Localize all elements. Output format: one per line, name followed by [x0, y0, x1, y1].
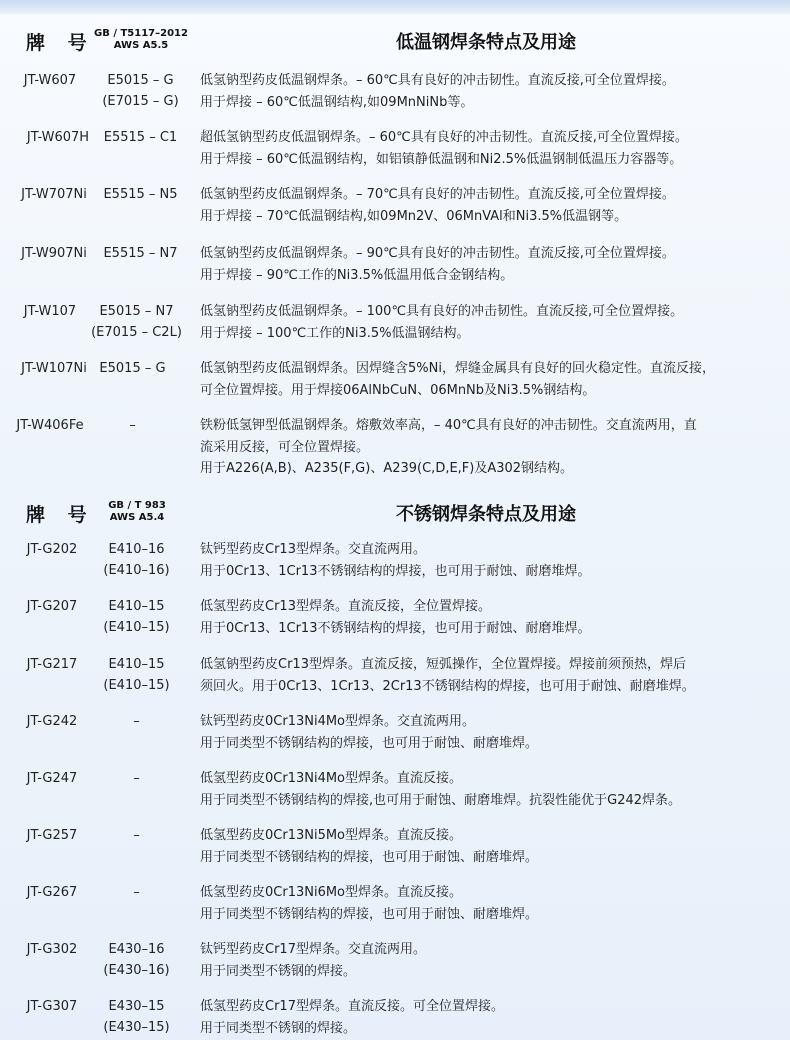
description-line: 可全位置焊接。用于焊接06AlNbCuN、06MnNb及Ni3.5%钢结构。 [200, 382, 596, 398]
description [200, 301, 782, 344]
standard-code: – [133, 828, 140, 843]
standard-code: E410–15 (E410–15) [103, 657, 170, 693]
description-line: 用于同类型不锈钢结构的焊接，也可用于耐蚀、耐磨堆焊。 [200, 735, 539, 751]
standard-code: E410–16 (E410–16) [103, 542, 170, 578]
product-code: JT-W707Ni [21, 187, 87, 202]
description-line: 用于A226(A,B)、A235(F,G)、A239(C,D,E,F)及A302钢结构。 [200, 461, 574, 476]
product-code: JT-G207 [26, 599, 78, 614]
standard-code: E5015 – N7 (E7015 – C2L) [91, 304, 182, 340]
description-line: 低氢型药皮0Cr13Ni5Mo型焊条。直流反接。 [200, 828, 463, 843]
description-line: 超低氢钠型药皮低温钢焊条。– 60℃具有良好的冲击韧性。直流反接,可全位置焊接。 [200, 130, 688, 145]
product-code: JT-W406Fe [16, 418, 84, 433]
standard-code: E5515 – N7 [103, 246, 178, 261]
standard-header [86, 28, 196, 52]
description-line: 用于0Cr13、1Cr13不锈钢结构的焊接，也可用于耐蚀、耐磨堆焊。 [200, 563, 591, 579]
standard-code: E430–15 (E430–15) [103, 999, 170, 1035]
description [200, 711, 782, 754]
description-line: 用于焊接 – 60℃低温钢结构，如铝镇静低温钢和Ni2.5%低温钢制低温压力容器等。 [200, 151, 683, 167]
description [200, 654, 782, 697]
top-band [0, 0, 790, 14]
description-line: 低氢型药皮Cr13型焊条。直流反接，全位置焊接。 [200, 599, 491, 614]
description [200, 882, 782, 925]
description [200, 127, 782, 170]
description [200, 415, 782, 480]
description-line: 低氢型药皮0Cr13Ni4Mo型焊条。直流反接。 [200, 771, 463, 786]
description [200, 539, 782, 582]
description-line: 低氢钠型药皮低温钢焊条。– 70℃具有良好的冲击韧性。直流反接,可全位置焊接。 [200, 187, 675, 202]
standard-header [82, 500, 192, 524]
standard-code: E5515 – C1 [103, 130, 178, 145]
description-line: 钛钙型药皮0Cr13Ni4Mo型焊条。交直流两用。 [200, 714, 476, 729]
standard-code: – [133, 714, 140, 729]
description-line: 低氢钠型药皮低温钢焊条。– 100℃具有良好的冲击韧性。直流反接,可全位置焊接。 [200, 304, 684, 319]
product-code: JT-G217 [26, 657, 78, 672]
standard-code: E410–15 (E410–15) [103, 599, 170, 635]
description-line: 用于同类型不锈钢结构的焊接，也可用于耐蚀、耐磨堆焊。 [200, 849, 539, 865]
description-line: 用于同类型不锈钢的焊接。 [200, 963, 357, 979]
product-code: JT-G257 [26, 828, 78, 843]
standard-header-line1: GB / T 983 [108, 500, 166, 511]
brand-header: 牌 号 [26, 32, 95, 54]
description-line: 钛钙型药皮Cr13型焊条。交直流两用。 [200, 542, 426, 557]
description [200, 70, 782, 113]
section-title: 不锈钢焊条特点及用途 [396, 504, 576, 525]
product-code: JT-W107Ni [21, 361, 87, 376]
product-code: JT-W607 [23, 73, 77, 88]
standard-header-line1: GB / T5117–2012 [94, 28, 188, 39]
description-line: 用于焊接 – 100℃工作的Ni3.5%低温钢结构。 [200, 325, 470, 341]
description [200, 768, 782, 811]
product-code: JT-W107 [23, 304, 77, 319]
description-line: 用于同类型不锈钢结构的焊接,也可用于耐蚀、耐磨堆焊。抗裂性能优于G242焊条。 [200, 792, 682, 808]
product-code: JT-G202 [26, 542, 78, 557]
description-line: 低氢型药皮Cr17型焊条。直流反接。可全位置焊接。 [200, 999, 504, 1014]
standard-code: – [133, 885, 140, 900]
description-line: 用于焊接 – 90℃工作的Ni3.5%低温用低合金钢结构。 [200, 267, 514, 283]
description-line: 铁粉低氢钾型低温钢焊条。熔敷效率高，– 40℃具有良好的冲击韧性。交直流两用，直 [200, 418, 697, 433]
description-line: 低氢型药皮0Cr13Ni6Mo型焊条。直流反接。 [200, 885, 463, 900]
section-title: 低温钢焊条特点及用途 [396, 32, 576, 53]
description-line: 用于同类型不锈钢的焊接。 [200, 1020, 357, 1036]
standard-header-line2: AWS A5.4 [109, 512, 165, 523]
product-code: JT-G302 [26, 942, 78, 957]
description-line: 钛钙型药皮Cr17型焊条。交直流两用。 [200, 942, 426, 957]
standard-code: E5015 – G (E7015 – G) [102, 73, 179, 109]
description-line: 用于焊接 – 70℃低温钢结构,如09Mn2V、06MnVAl和Ni3.5%低温钢等。 [200, 208, 628, 224]
product-code: JT-G307 [26, 999, 78, 1014]
description-line: 低氢钠型药皮低温钢焊条。– 90℃具有良好的冲击韧性。直流反接,可全位置焊接。 [200, 246, 675, 261]
product-code: JT-G247 [26, 771, 78, 786]
standard-code: E5515 – N5 [103, 187, 178, 202]
standard-code: – [129, 418, 136, 433]
standard-code: E5015 – G [99, 361, 166, 376]
product-code: JT-G267 [26, 885, 78, 900]
product-code: JT-W907Ni [21, 246, 87, 261]
standard-code: – [133, 771, 140, 786]
product-code: JT-G242 [26, 714, 78, 729]
description-line: 用于0Cr13、1Cr13不锈钢结构的焊接，也可用于耐蚀、耐磨堆焊。 [200, 620, 591, 636]
description [200, 939, 782, 982]
description [200, 184, 782, 227]
standard-header-line2: AWS A5.5 [113, 40, 169, 51]
description-line: 低氢钠型药皮低温钢焊条。因焊缝含5%Ni，焊缝金属具有良好的回火稳定性。直流反接， [200, 361, 715, 376]
brand-header: 牌 号 [26, 504, 95, 526]
description-line: 须回火。用于0Cr13、1Cr13、2Cr13不锈钢结构的焊接，也可用于耐蚀、耐磨堆焊。 [200, 678, 695, 694]
description-line: 低氢钠型药皮低温钢焊条。– 60℃具有良好的冲击韧性。直流反接,可全位置焊接。 [200, 73, 675, 88]
description-line: 流采用反接，可全位置焊接。 [200, 439, 370, 455]
description-line: 用于同类型不锈钢结构的焊接，也可用于耐蚀、耐磨堆焊。 [200, 906, 539, 922]
description [200, 596, 782, 639]
standard-code: E430–16 (E430–16) [103, 942, 170, 978]
description-line: 低氢钠型药皮Cr13型焊条。直流反接，短弧操作，全位置焊接。焊接前须预热，焊后 [200, 657, 686, 672]
product-code: JT-W607H [26, 130, 90, 145]
description [200, 825, 782, 868]
description [200, 358, 782, 401]
description [200, 996, 782, 1039]
description [200, 243, 782, 286]
description-line: 用于焊接 – 60℃低温钢结构,如09MnNiNb等。 [200, 94, 474, 110]
